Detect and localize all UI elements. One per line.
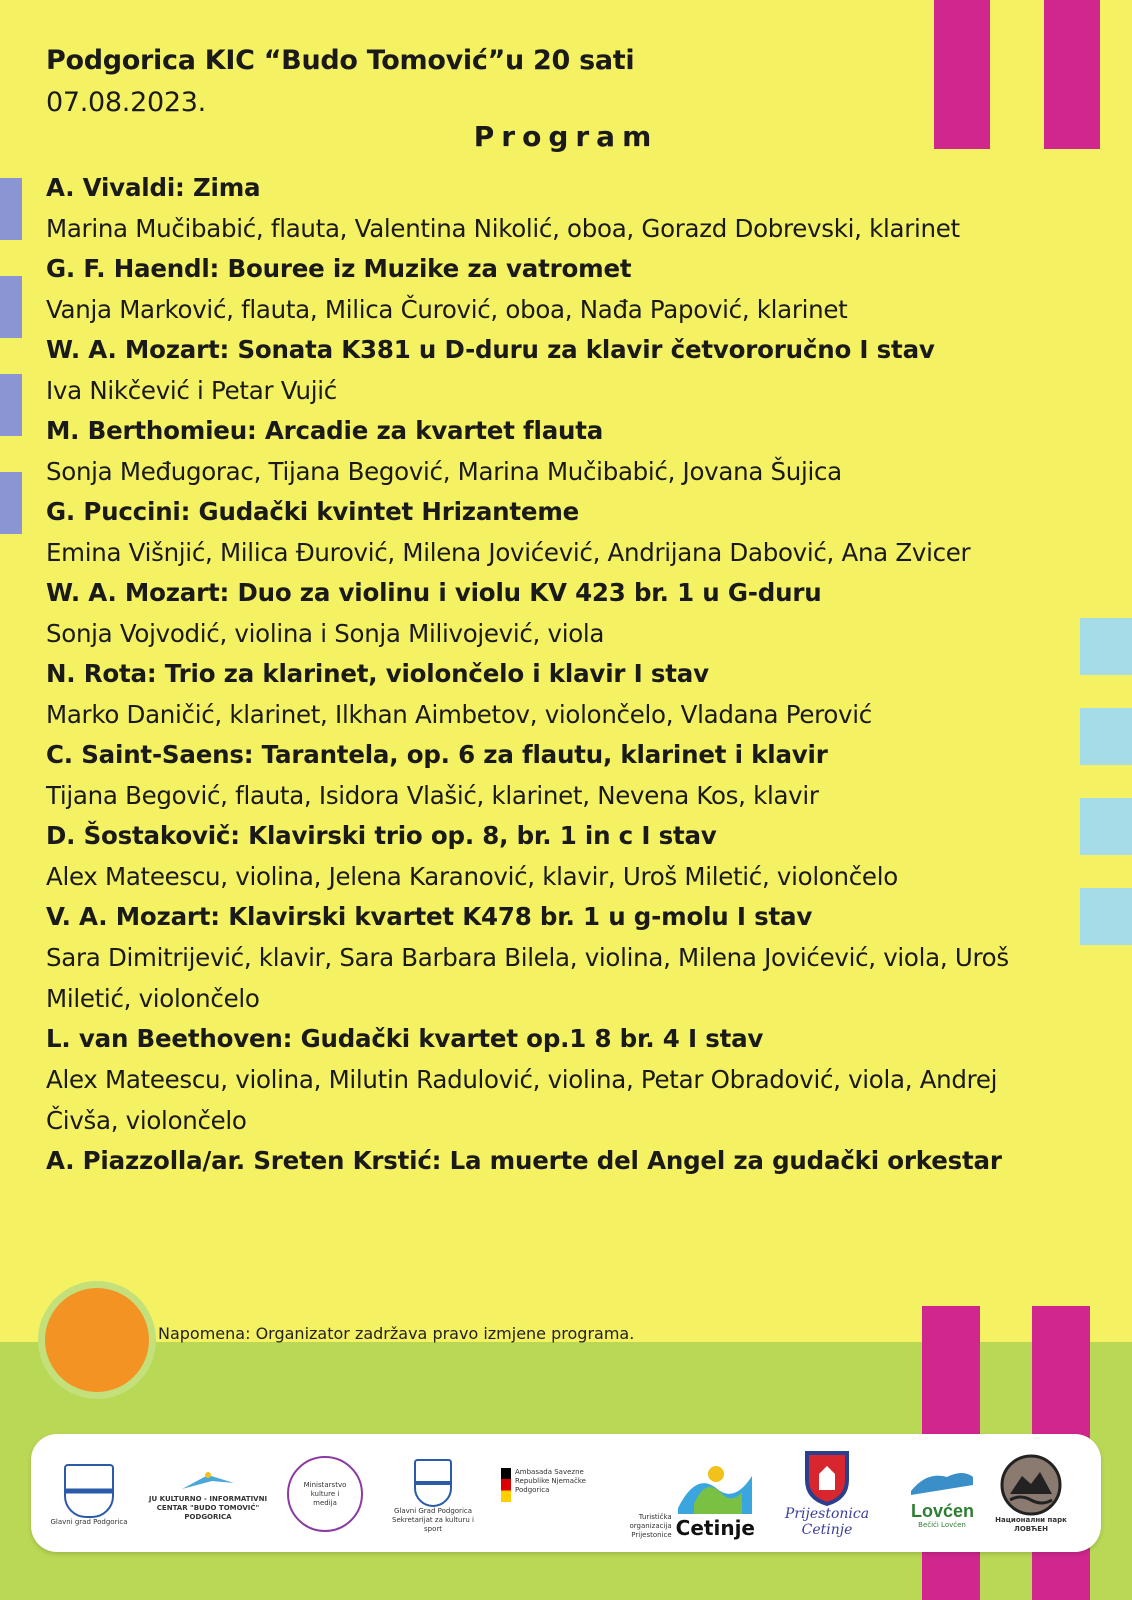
piece-title: W. A. Mozart: Sonata K381 u D-duru za klavir četvororučno I stav (46, 335, 935, 364)
piece-title: D. Šostakovič: Klavirski trio op. 8, br. 1 in c I stav (46, 821, 717, 850)
piece-title: V. A. Mozart: Klavirski kvartet K478 br. 1 u g-molu I stav (46, 902, 813, 931)
piece-title: M. Berthomieu: Arcadie za kvartet flauta (46, 416, 604, 445)
cyan-tab (1080, 888, 1132, 945)
piece-performers: Marko Daničić, klarinet, Ilkhan Aimbetov, violončelo, Vladana Perović (46, 700, 872, 729)
piece-title: A. Piazzolla/ar. Sreten Krstić: La muerte del Angel za gudački orkestar (46, 1146, 1002, 1175)
blue-tab (0, 178, 22, 240)
piece-performers: Sara Dimitrijević, klavir, Sara Barbara Bilela, violina, Milena Jovićević, viola, Uroš Miletić, violončelo (46, 943, 1009, 1013)
sponsor-logo (629, 1448, 755, 1540)
cyan-tab (1080, 798, 1132, 855)
program-item (46, 330, 1066, 411)
piece-performers: Emina Višnjić, Milica Đurović, Milena Jovićević, Andrijana Dabović, Ana Zvicer (46, 538, 971, 567)
piece-title: G. Puccini: Gudački kvintet Hrizanteme (46, 497, 580, 526)
cyan-tab (1080, 708, 1132, 765)
piece-title: A. Vivaldi: Zima (46, 173, 261, 202)
program-item (46, 492, 1066, 573)
podgorica-crest-icon (64, 1464, 114, 1518)
piece-title: L. van Beethoven: Gudački kvartet op.1 8 br. 4 I stav (46, 1024, 764, 1053)
sponsor-name: JU KULTURNO - INFORMATIVNI CENTAR "BUDO TOMOVIĆ" PODGORICA (148, 1494, 268, 1521)
program-item (46, 168, 1066, 249)
piece-title: N. Rota: Trio za klarinet, violončelo i klavir I stav (46, 659, 709, 688)
lovcen-logo-icon (907, 1461, 977, 1521)
piece-performers: Alex Mateescu, violina, Milutin Radulović, violina, Petar Obradović, viola, Andrej Čivša, violončelo (46, 1065, 998, 1135)
piece-performers: Alex Mateescu, violina, Jelena Karanović, klavir, Uroš Miletić, violončelo (46, 862, 898, 891)
program-item (46, 1141, 1066, 1181)
sponsor-logo (143, 1462, 273, 1528)
program-item (46, 573, 1066, 654)
svg-text:Lovćen: Lovćen (911, 1500, 975, 1521)
sponsor-name: Prijestonica Cetinje (784, 1506, 870, 1538)
program-item (46, 654, 1066, 735)
header (46, 40, 634, 124)
sponsor-logo (991, 1448, 1071, 1540)
sponsor-logo (501, 1468, 609, 1518)
program-item (46, 411, 1066, 492)
sponsor-logo (385, 1452, 481, 1540)
sponsor-logo-bar (31, 1434, 1101, 1552)
program-item (46, 816, 1066, 897)
program-list (46, 168, 1066, 1181)
blue-tab (0, 374, 22, 436)
piece-performers: Marina Mučibabić, flauta, Valentina Nikolić, oboa, Gorazd Dobrevski, klarinet (46, 214, 960, 243)
piece-performers: Sonja Međugorac, Tijana Begović, Marina Mučibabić, Jovana Šujica (46, 457, 842, 486)
sponsor-logo (49, 1460, 129, 1530)
disclaimer-note: Napomena: Organizator zadržava pravo izmjene programa. (158, 1324, 635, 1343)
venue-line: Podgorica KIC “Budo Tomović”u 20 sati (46, 45, 635, 76)
kic-bird-icon (178, 1469, 238, 1495)
piece-performers: Iva Nikčević i Petar Vujić (46, 376, 337, 405)
cyan-tab (1080, 618, 1132, 675)
german-eagle-icon (501, 1468, 511, 1502)
blue-tab (0, 472, 22, 534)
piece-title: G. F. Haendl: Bouree iz Muzike za vatromet (46, 254, 632, 283)
sponsor-logo (905, 1452, 979, 1538)
cetinje-shield-icon (804, 1450, 850, 1506)
sponsor-name: Национални парк ЛОВЋЕН (995, 1516, 1067, 1533)
secretariat-crest-icon (414, 1459, 452, 1507)
np-lovcen-icon (1000, 1454, 1062, 1516)
piece-title: W. A. Mozart: Duo za violinu i violu KV 423 br. 1 u G-duru (46, 578, 822, 607)
program-title: Program (473, 120, 659, 153)
cetinje-wave-icon (676, 1464, 754, 1516)
orange-circle (45, 1288, 149, 1392)
blue-tab (0, 276, 22, 338)
piece-performers: Tijana Begović, flauta, Isidora Vlašić, klarinet, Nevena Kos, klavir (46, 781, 819, 810)
sponsor-logo (765, 1448, 889, 1540)
sponsor-name: Ambasada Savezne Republike Njemačke Podgorica (515, 1468, 586, 1494)
sponsor-name: Glavni Grad Podgorica Sekretarijat za kulturu i sport (392, 1506, 474, 1533)
sponsor-name: Bečići Lovćen (918, 1520, 966, 1529)
piece-performers: Sonja Vojvodić, violina i Sonja Milivojević, viola (46, 619, 605, 648)
sponsor-name: Glavni grad Podgorica (50, 1517, 128, 1526)
piece-performers: Vanja Marković, flauta, Milica Čurović, oboa, Nađa Papović, klarinet (46, 295, 848, 324)
event-date: 07.08.2023. (46, 87, 206, 118)
sponsor-name: Ministarstvo kulture i medija (303, 1480, 347, 1507)
cetinje-brand: Cetinje (675, 1516, 755, 1540)
program-item (46, 735, 1066, 816)
sponsor-name: Turistička organizacija Prijestonice (629, 1513, 672, 1539)
ministry-seal-icon (287, 1456, 363, 1532)
program-item (46, 897, 1066, 1019)
program-item (46, 1019, 1066, 1141)
program-item (46, 249, 1066, 330)
piece-title: C. Saint-Saens: Tarantela, op. 6 za flautu, klarinet i klavir (46, 740, 828, 769)
